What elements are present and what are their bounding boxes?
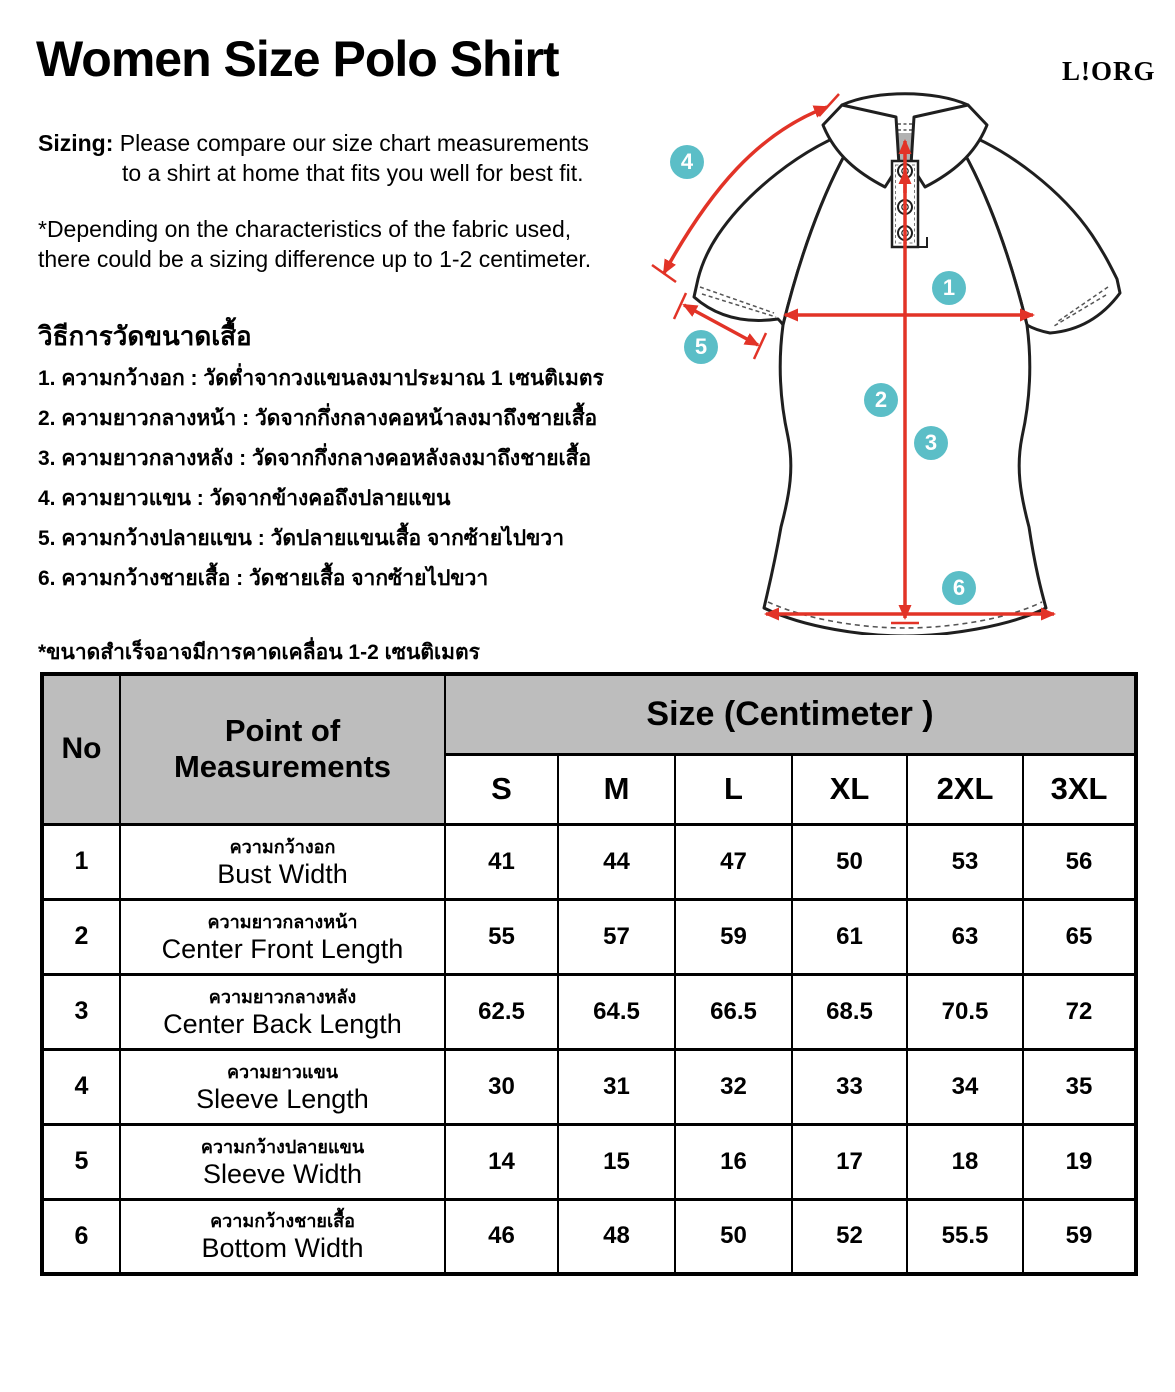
measurement-label xyxy=(120,899,445,974)
size-value: 52 xyxy=(792,1199,907,1274)
table-row-sleeve-length xyxy=(42,1049,1136,1124)
row-number: 2 xyxy=(42,899,120,974)
size-header-m: M xyxy=(558,754,675,824)
size-value: 18 xyxy=(907,1124,1023,1199)
measurement-label xyxy=(120,824,445,899)
size-value: 14 xyxy=(445,1124,558,1199)
size-value: 47 xyxy=(675,824,792,899)
marker-4-sleeve-length: 4 xyxy=(670,145,704,179)
size-value: 53 xyxy=(907,824,1023,899)
size-value: 64.5 xyxy=(558,974,675,1049)
fabric-note: *Depending on the characteristics of the fabric used, there could be a sizing difference up to 1-2 centimeter. xyxy=(38,216,592,272)
measurement-label-thai: ความกว้างอก xyxy=(229,836,336,857)
size-value: 70.5 xyxy=(907,974,1023,1049)
size-value: 61 xyxy=(792,899,907,974)
measurement-label-english: Bust Width xyxy=(217,858,348,889)
size-value: 66.5 xyxy=(675,974,792,1049)
marker-1-bust: 1 xyxy=(932,271,966,305)
size-value: 41 xyxy=(445,824,558,899)
size-value: 32 xyxy=(675,1049,792,1124)
size-header-s: S xyxy=(445,754,558,824)
measurement-label-english: Center Front Length xyxy=(161,933,404,964)
size-value: 34 xyxy=(907,1049,1023,1124)
size-value: 62.5 xyxy=(445,974,558,1049)
table-row-sleeve-width xyxy=(42,1124,1136,1199)
measure-instructions-list xyxy=(38,364,604,604)
measure-instructions-title: วิธีการวัดขนาดเสื้อ xyxy=(38,321,252,351)
marker-5-sleeve-width: 5 xyxy=(684,330,718,364)
instruction-item: 5. ความกว้างปลายแขน : วัดปลายแขนเสื้อ จากซ้ายไปขวา xyxy=(38,527,564,550)
size-value: 33 xyxy=(792,1049,907,1124)
size-table xyxy=(40,672,1138,1276)
size-value: 46 xyxy=(445,1199,558,1274)
sizing-note-line1: Sizing: Please compare our size chart measurements xyxy=(38,130,589,156)
row-number: 3 xyxy=(42,974,120,1049)
size-value: 68.5 xyxy=(792,974,907,1049)
size-header-3xl: 3XL xyxy=(1023,754,1136,824)
size-value: 48 xyxy=(558,1199,675,1274)
measurement-label-english: Sleeve Length xyxy=(196,1083,369,1114)
size-value: 50 xyxy=(792,824,907,899)
size-value: 50 xyxy=(675,1199,792,1274)
size-value: 15 xyxy=(558,1124,675,1199)
measurement-label-thai: ความยาวกลางหน้า xyxy=(207,911,358,932)
size-value: 56 xyxy=(1023,824,1136,899)
measurement-label xyxy=(120,1049,445,1124)
instruction-item: 1. ความกว้างอก : วัดต่ำจากวงแขนลงมาประมาณ 1 เซนติเมตร xyxy=(38,367,604,390)
table-row-bottom-width xyxy=(42,1199,1136,1274)
measurement-label-thai: ความกว้างชายเสื้อ xyxy=(210,1211,355,1232)
row-number: 1 xyxy=(42,824,120,899)
marker-3-center-back: 3 xyxy=(914,426,948,460)
measurement-label-english: Center Back Length xyxy=(163,1008,402,1039)
size-value: 63 xyxy=(907,899,1023,974)
table-footnote: *ขนาดสำเร็จอาจมีการคาดเคลื่อน 1-2 เซนติเมตร xyxy=(38,641,480,664)
size-value: 72 xyxy=(1023,974,1136,1049)
size-header-l: L xyxy=(675,754,792,824)
size-value: 16 xyxy=(675,1124,792,1199)
size-value: 55.5 xyxy=(907,1199,1023,1274)
table-row-center-back-length xyxy=(42,974,1136,1049)
page-title: Women Size Polo Shirt xyxy=(36,31,559,87)
size-value: 55 xyxy=(445,899,558,974)
instruction-item: 3. ความยาวกลางหลัง : วัดจากกึ่งกลางคอหลังลงมาถึงชายเสื้อ xyxy=(38,447,592,470)
table-row-center-front-length xyxy=(42,899,1136,974)
col-header-point-of-measurements: Point of Measurements xyxy=(120,674,445,824)
col-header-size-centimeter: Size (Centimeter ) xyxy=(445,674,1136,754)
size-value: 31 xyxy=(558,1049,675,1124)
row-number: 4 xyxy=(42,1049,120,1124)
size-header-xl: XL xyxy=(792,754,907,824)
sizing-label: Sizing: xyxy=(38,130,114,156)
size-header-2xl: 2XL xyxy=(907,754,1023,824)
instruction-item: 2. ความยาวกลางหน้า : วัดจากกึ่งกลางคอหน้าลงมาถึงชายเสื้อ xyxy=(38,407,598,430)
table-row-bust-width xyxy=(42,824,1136,899)
row-number: 5 xyxy=(42,1124,120,1199)
measurement-label xyxy=(120,1199,445,1274)
size-value: 57 xyxy=(558,899,675,974)
col-header-no: No xyxy=(42,674,120,824)
size-value: 59 xyxy=(675,899,792,974)
measurement-label-english: Bottom Width xyxy=(201,1233,364,1264)
marker-6-bottom-width: 6 xyxy=(942,571,976,605)
measurement-label-english: Sleeve Width xyxy=(202,1158,363,1189)
measurement-label xyxy=(120,1124,445,1199)
instruction-item: 6. ความกว้างชายเสื้อ : วัดชายเสื้อ จากซ้ายไปขวา xyxy=(38,567,489,590)
size-value: 17 xyxy=(792,1124,907,1199)
sizing-note xyxy=(38,128,589,188)
size-value: 30 xyxy=(445,1049,558,1124)
measurement-label xyxy=(120,974,445,1049)
instruction-item: 4. ความยาวแขน : วัดจากข้างคอถึงปลายแขน xyxy=(38,487,451,510)
marker-2-center-front: 2 xyxy=(864,383,898,417)
size-value: 65 xyxy=(1023,899,1136,974)
measurement-label-thai: ความยาวกลางหลัง xyxy=(208,986,357,1007)
measurement-label-thai: ความกว้างปลายแขน xyxy=(200,1136,365,1157)
size-value: 35 xyxy=(1023,1049,1136,1124)
brand-logo: L!ORG xyxy=(1062,56,1156,86)
row-number: 6 xyxy=(42,1199,120,1274)
measurement-label-thai: ความยาวแขน xyxy=(226,1061,339,1082)
sizing-note-line2: to a shirt at home that fits you well for best fit. xyxy=(122,160,584,186)
size-value: 44 xyxy=(558,824,675,899)
size-value: 59 xyxy=(1023,1199,1136,1274)
size-value: 19 xyxy=(1023,1124,1136,1199)
